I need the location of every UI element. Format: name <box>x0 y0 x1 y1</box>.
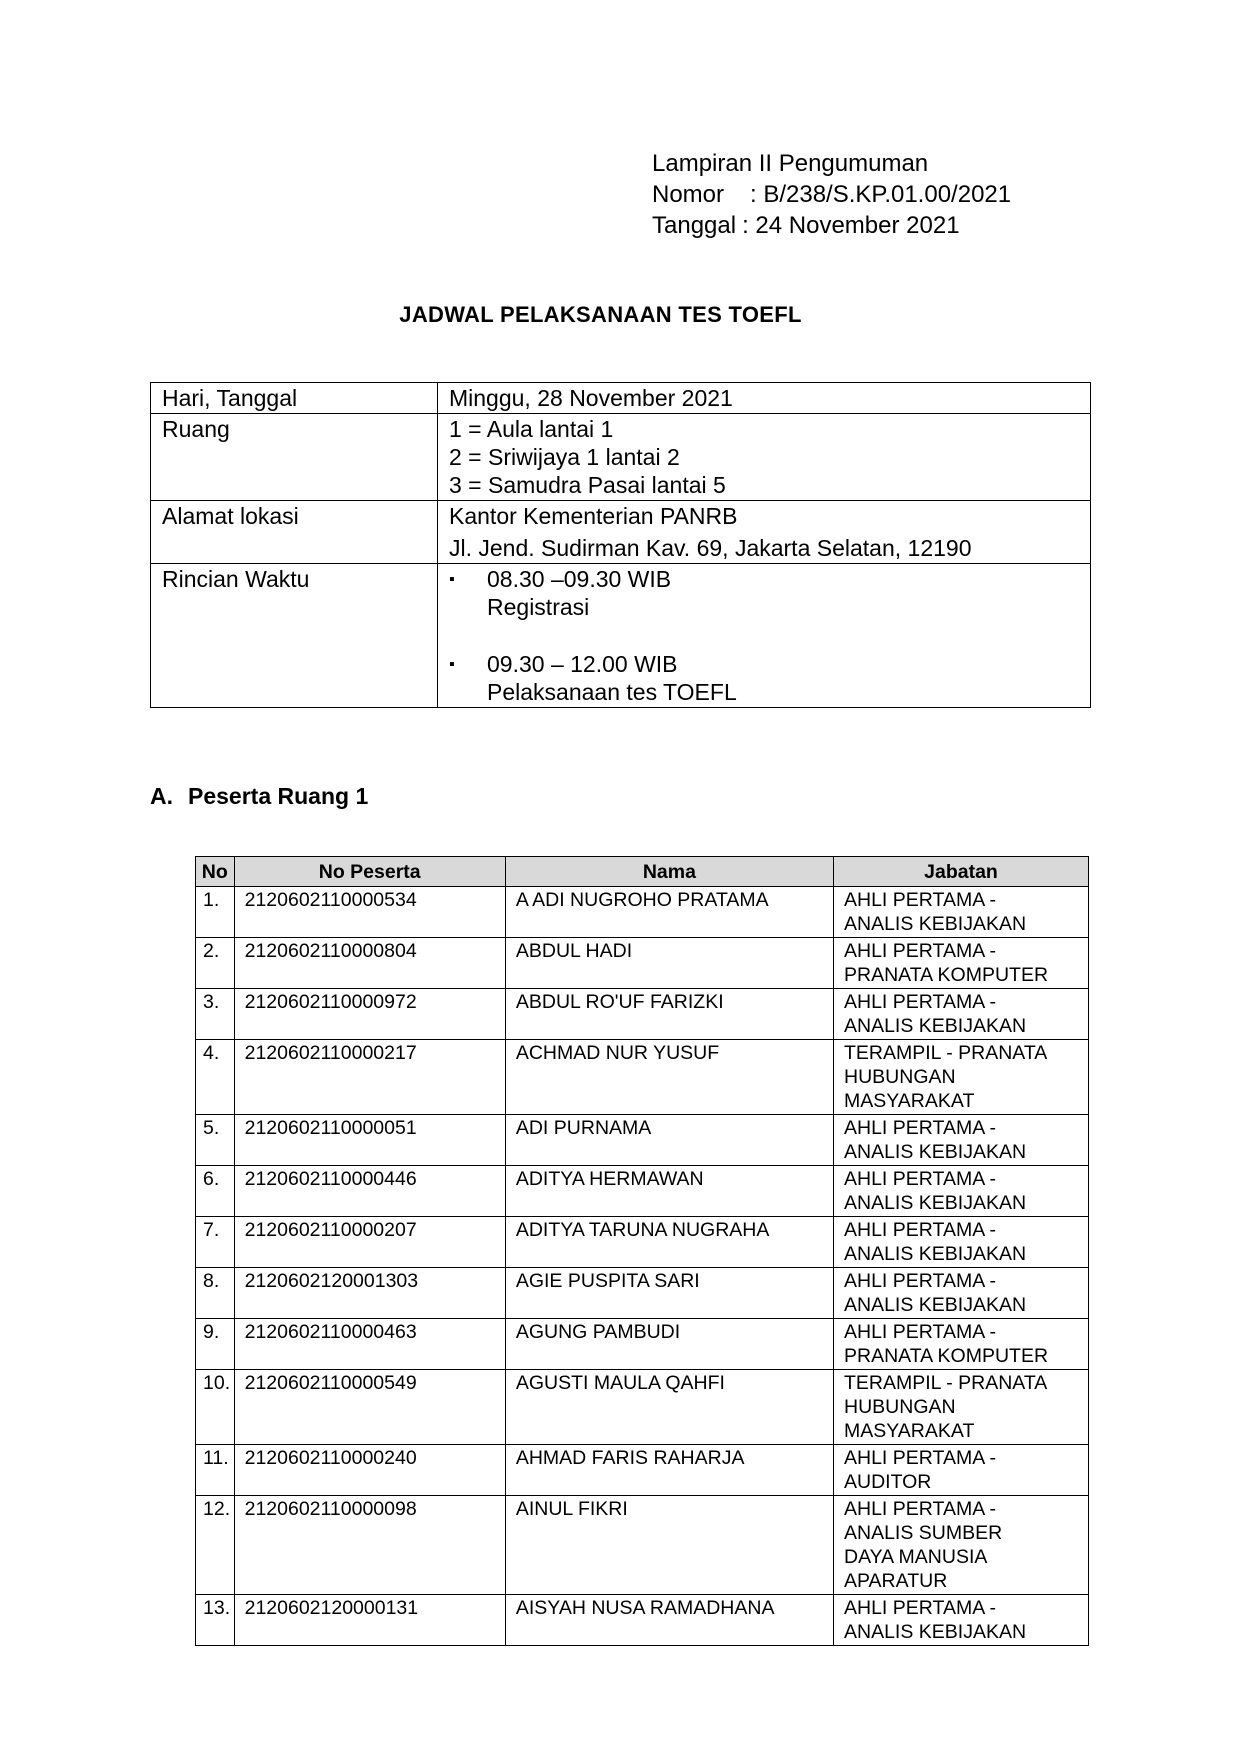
cell-jabatan: AHLI PERTAMA - ANALIS KEBIJAKAN <box>833 887 1088 938</box>
table-row <box>196 1370 1089 1445</box>
waktu-time: 08.30 –09.30 WIB <box>487 566 672 592</box>
cell-no: 9. <box>196 1319 235 1370</box>
waktu-desc: Registrasi <box>487 594 590 620</box>
bullet-icon <box>449 650 487 706</box>
table-row <box>196 887 1089 938</box>
tanggal-row <box>652 210 1011 241</box>
cell-no-peserta: 2120602110000446 <box>234 1166 505 1217</box>
cell-jabatan: AHLI PERTAMA - ANALIS KEBIJAKAN <box>833 1166 1088 1217</box>
cell-nama: ACHMAD NUR YUSUF <box>505 1040 833 1115</box>
nomor-row <box>652 179 1011 210</box>
cell-no-peserta: 2120602110000972 <box>234 989 505 1040</box>
bullet-icon <box>449 565 487 621</box>
cell-no-peserta: 2120602110000207 <box>234 1217 505 1268</box>
cell-no-peserta: 2120602110000217 <box>234 1040 505 1115</box>
cell-nama: AHMAD FARIS RAHARJA <box>505 1445 833 1496</box>
tanggal-value: : 24 November 2021 <box>742 212 960 239</box>
participants-table <box>195 856 1089 1646</box>
schedule-info-table <box>150 382 1091 708</box>
ruang-item: 3 = Samudra Pasai lantai 5 <box>449 472 726 498</box>
cell-jabatan: AHLI PERTAMA - ANALIS SUMBER DAYA MANUSIA APARATUR <box>833 1496 1088 1595</box>
cell-nama: ADITYA HERMAWAN <box>505 1166 833 1217</box>
waktu-item <box>449 565 1080 621</box>
ruang-row <box>151 414 1091 501</box>
section-title-text: Peserta Ruang 1 <box>188 783 369 809</box>
cell-no: 3. <box>196 989 235 1040</box>
nomor-label: Nomor <box>652 181 725 208</box>
waktu-item <box>449 650 1080 706</box>
document-title-text: JADWAL PELAKSANAAN TES TOEFL <box>399 302 802 327</box>
cell-no-peserta: 2120602110000051 <box>234 1115 505 1166</box>
cell-nama: AGUSTI MAULA QAHFI <box>505 1370 833 1445</box>
document-title <box>0 302 1241 328</box>
attachment-title: Lampiran II Pengumuman <box>652 150 929 177</box>
waktu-label: Rincian Waktu <box>151 564 438 708</box>
cell-no: 7. <box>196 1217 235 1268</box>
section-heading <box>150 783 368 810</box>
table-row <box>196 1217 1089 1268</box>
cell-jabatan: AHLI PERTAMA - ANALIS KEBIJAKAN <box>833 1268 1088 1319</box>
cell-jabatan: TERAMPIL - PRANATA HUBUNGAN MASYARAKAT <box>833 1040 1088 1115</box>
cell-no-peserta: 2120602110000549 <box>234 1370 505 1445</box>
cell-no: 5. <box>196 1115 235 1166</box>
cell-no-peserta: 2120602120001303 <box>234 1268 505 1319</box>
cell-nama: AGUNG PAMBUDI <box>505 1319 833 1370</box>
attachment-header <box>652 148 1011 241</box>
cell-nama: AINUL FIKRI <box>505 1496 833 1595</box>
cell-jabatan: AHLI PERTAMA - AUDITOR <box>833 1445 1088 1496</box>
table-row <box>196 1115 1089 1166</box>
cell-jabatan: TERAMPIL - PRANATA HUBUNGAN MASYARAKAT <box>833 1370 1088 1445</box>
ruang-item: 2 = Sriwijaya 1 lantai 2 <box>449 444 680 470</box>
cell-no-peserta: 2120602110000098 <box>234 1496 505 1595</box>
cell-no: 8. <box>196 1268 235 1319</box>
cell-jabatan: AHLI PERTAMA - ANALIS KEBIJAKAN <box>833 1217 1088 1268</box>
alamat-line: Jl. Jend. Sudirman Kav. 69, Jakarta Selatan, 12190 <box>449 535 972 561</box>
ruang-item: 1 = Aula lantai 1 <box>449 416 614 442</box>
cell-no-peserta: 2120602120000131 <box>234 1595 505 1646</box>
cell-no-peserta: 2120602110000534 <box>234 887 505 938</box>
cell-no: 12. <box>196 1496 235 1595</box>
cell-nama: A ADI NUGROHO PRATAMA <box>505 887 833 938</box>
cell-no: 10. <box>196 1370 235 1445</box>
ruang-label: Ruang <box>151 414 438 501</box>
col-header-nama: Nama <box>505 857 833 887</box>
cell-jabatan: AHLI PERTAMA - ANALIS KEBIJAKAN <box>833 1115 1088 1166</box>
cell-nama: ADITYA TARUNA NUGRAHA <box>505 1217 833 1268</box>
col-header-no-peserta: No Peserta <box>234 857 505 887</box>
cell-no-peserta: 2120602110000240 <box>234 1445 505 1496</box>
cell-no: 1. <box>196 887 235 938</box>
waktu-time: 09.30 – 12.00 WIB <box>487 651 678 677</box>
table-row <box>196 1268 1089 1319</box>
table-row <box>196 938 1089 989</box>
hari-row <box>151 383 1091 414</box>
waktu-desc: Pelaksanaan tes TOEFL <box>487 679 737 705</box>
table-row <box>196 1319 1089 1370</box>
cell-jabatan: AHLI PERTAMA - ANALIS KEBIJAKAN <box>833 989 1088 1040</box>
table-header-row <box>196 857 1089 887</box>
cell-jabatan: AHLI PERTAMA - PRANATA KOMPUTER <box>833 938 1088 989</box>
cell-nama: AGIE PUSPITA SARI <box>505 1268 833 1319</box>
table-row <box>196 1445 1089 1496</box>
cell-nama: AISYAH NUSA RAMADHANA <box>505 1595 833 1646</box>
attachment-line <box>652 148 1011 179</box>
cell-no: 6. <box>196 1166 235 1217</box>
cell-no: 13. <box>196 1595 235 1646</box>
tanggal-label: Tanggal <box>652 212 737 239</box>
waktu-row <box>151 564 1091 708</box>
ruang-values <box>438 414 1091 501</box>
hari-value: Minggu, 28 November 2021 <box>438 383 1091 414</box>
table-row <box>196 1496 1089 1595</box>
alamat-line: Kantor Kementerian PANRB <box>449 503 738 529</box>
alamat-label: Alamat lokasi <box>151 501 438 564</box>
cell-no-peserta: 2120602110000463 <box>234 1319 505 1370</box>
table-row <box>196 1040 1089 1115</box>
nomor-value: : B/238/S.KP.01.00/2021 <box>750 181 1012 208</box>
cell-no: 2. <box>196 938 235 989</box>
section-letter: A. <box>150 783 173 809</box>
cell-nama: ABDUL HADI <box>505 938 833 989</box>
table-row <box>196 989 1089 1040</box>
waktu-values <box>438 564 1091 708</box>
cell-no-peserta: 2120602110000804 <box>234 938 505 989</box>
cell-nama: ADI PURNAMA <box>505 1115 833 1166</box>
alamat-values <box>438 501 1091 564</box>
cell-no: 11. <box>196 1445 235 1496</box>
col-header-jabatan: Jabatan <box>833 857 1088 887</box>
cell-no: 4. <box>196 1040 235 1115</box>
cell-jabatan: AHLI PERTAMA - PRANATA KOMPUTER <box>833 1319 1088 1370</box>
alamat-row <box>151 501 1091 564</box>
col-header-no: No <box>196 857 235 887</box>
table-row <box>196 1595 1089 1646</box>
hari-label: Hari, Tanggal <box>151 383 438 414</box>
cell-nama: ABDUL RO'UF FARIZKI <box>505 989 833 1040</box>
table-row <box>196 1166 1089 1217</box>
cell-jabatan: AHLI PERTAMA - ANALIS KEBIJAKAN <box>833 1595 1088 1646</box>
